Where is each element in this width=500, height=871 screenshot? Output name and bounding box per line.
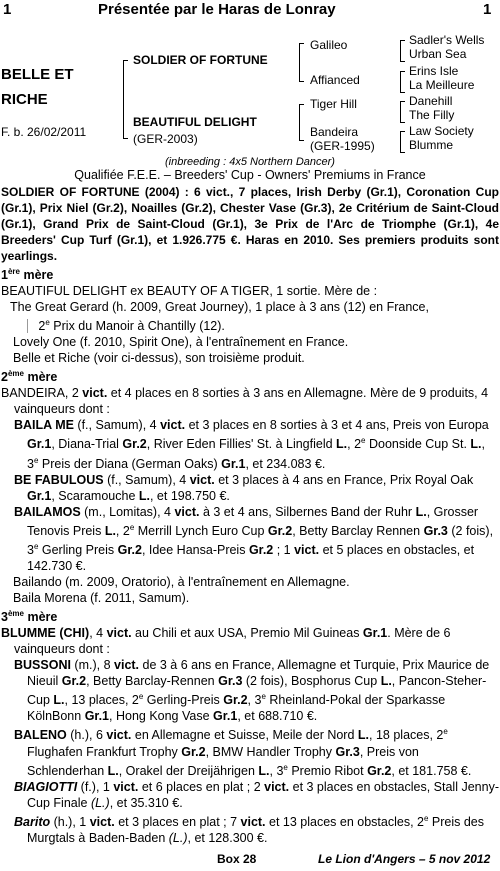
qualification-line: Qualifiée F.E.E. – Breeders' Cup - Owners' Premiums in France	[74, 168, 426, 182]
event-info: Le Lion d'Angers – 5 nov 2012	[318, 852, 491, 866]
first-dam-produce-1b: 2e Prix du Manoir à Chantilly (12).	[1, 315, 499, 334]
dam-name: BEAUTIFUL DELIGHT	[133, 115, 257, 129]
box-number: Box 28	[217, 852, 257, 866]
first-dam-intro: BEAUTIFUL DELIGHT ex BEAUTY OF A TIGER, 1 sortie. Mère de :	[1, 284, 378, 299]
ggp-4: La Meilleure	[409, 78, 475, 92]
pedigree-bracket-2a	[299, 43, 304, 82]
produce-baila-me: BAILA ME (f., Samum), 4 vict. et 3 places en 8 sorties à 3 et 4 ans, Preis von Europa Gr.1, Diana-Trial Gr.2, River Eden Fillies' St. à Lingfield L., 2e Doonside Cup St. L., 3e Preis der Diana (German Oaks) Gr.1, et 234.083 €.	[14, 418, 489, 471]
ggp-6: The Filly	[409, 108, 455, 122]
ggp-7: Law Society	[409, 124, 474, 138]
produce-bussoni: BUSSONI (m.), 8 vict. de 3 à 6 ans en France, Allemagne et Turquie, Prix Maurice de Nieuil Gr.2, Betty Barclay-Rennen Gr.3 (2 fois), Bosphorus Cup L., Pancon-Steher-Cup L., 13 places, 2e Gerling-Preis Gr.2, 3e Rheinland-Pokal der Sparkasse KölnBonn Gr.1, Hong Kong Vase Gr.1, et 688.710 €.	[14, 658, 490, 724]
lot-number-right: 1	[483, 1, 492, 18]
third-dam-intro: BLUMME (CHI), 4 vict. au Chili et aux USA, Premio Mil Guineas Gr.1. Mère de 6 vainqueurs dont :	[1, 626, 451, 657]
third-dam-heading: 3ème mère	[1, 609, 58, 625]
sire-record: SOLDIER OF FORTUNE (2004) : 6 vict., 7 places, Irish Derby (Gr.1), Coronation Cup (Gr.1), Prix Niel (Gr.2), Noailles (Gr.2), Chester Vase (Gr.3), 2e Critérium de Saint-Cloud (Gr.1), Grand Prix de Saint-Cloud (Gr.1), 3e Prix de l'Arc de Triomphe (Gr.1), 4e Breeders' Cup Turf (Gr.1), et 1.926.775 €. Haras en 2010. Ses premiers produits sont yearlings.	[1, 185, 499, 263]
first-dam-heading: 1ère mère	[1, 267, 54, 283]
pedigree-bracket-1	[123, 60, 128, 139]
produce-biagiotti: BIAGIOTTI (f.), 1 vict. et 6 places en plat ; 2 vict. et 3 places en obstacles, Stall Jenny-Cup Finale (L.), et 35.310 €.	[14, 779, 499, 810]
pedigree-bracket-3a	[400, 40, 405, 62]
ggp-2: Urban Sea	[409, 47, 467, 61]
first-dam-produce-1: The Great Gerard (h. 2009, Great Journey), 1 place à 3 ans (12) en France,	[10, 300, 429, 315]
granddam-2: Bandeira	[310, 125, 359, 139]
dam-country: (GER-2003)	[133, 132, 198, 146]
pedigree-bracket-3b	[400, 71, 405, 93]
catalogue-body	[1, 184, 499, 846]
lot-number: 1	[3, 1, 12, 18]
produce-baila-morena: Baila Morena (f. 2011, Samum).	[13, 591, 190, 606]
second-dam-heading: 2ème mère	[1, 369, 58, 385]
horse-name-line2: RICHE	[1, 91, 48, 108]
second-dam-intro: BANDEIRA, 2 vict. et 4 places en 8 sorties à 3 ans en Allemagne. Mère de 9 produits, 4 vainqueurs dont :	[1, 386, 489, 417]
grandsire-1: Galileo	[310, 38, 348, 52]
inbreeding-note: (inbreeding : 4x5 Northern Dancer)	[165, 156, 335, 168]
produce-bailando: Bailando (m. 2009, Oratorio), à l'entraînement en Allemagne.	[13, 575, 350, 590]
page-title: Présentée par le Haras de Lonray	[98, 1, 336, 18]
sire-name: SOLDIER OF FORTUNE	[133, 53, 268, 67]
ggp-8: Blumme	[409, 138, 454, 152]
horse-name-line1: BELLE ET	[1, 66, 74, 83]
produce-baleno: BALENO (h.), 6 vict. en Allemagne et Suisse, Meile der Nord L., 18 places, 2e Flughafen Frankfurt Trophy Gr.2, BMW Handler Trophy Gr.3, Preis von Schlenderhan L., Orakel der Dreijährigen L., 3e Premio Ribot Gr.2, et 181.758 €.	[14, 727, 472, 778]
ggp-1: Sadler's Wells	[409, 33, 485, 47]
produce-be-fabulous: BE FABULOUS (f., Samum), 4 vict. et 3 places à 4 ans en France, Prix Royal Oak Gr.1, Scaramouche L., et 198.750 €.	[14, 472, 474, 503]
granddam-2-country: (GER-1995)	[310, 139, 375, 153]
ggp-5: Danehill	[409, 94, 453, 108]
first-dam-produce-2: Lovely One (f. 2010, Spirit One), à l'entraînement en France.	[13, 335, 349, 350]
pedigree-bracket-2b	[299, 104, 304, 141]
pedigree-bracket-3d	[400, 131, 405, 153]
first-dam-produce-3: Belle et Riche (voir ci-dessus), son troisième produit.	[13, 351, 305, 366]
grandsire-2: Tiger Hill	[310, 97, 357, 111]
granddam-1: Affianced	[310, 73, 360, 87]
produce-bailamos: BAILAMOS (m., Lomitas), 4 vict. à 3 et 4 ans, Silbernes Band der Ruhr L., Grosser Tenovis Preis L., 2e Merrill Lynch Euro Cup Gr.2, Betty Barclay Rennen Gr.3 (2 fois), 3e Gerling Preis Gr.2, Idee Hansa-Preis Gr.2 ; 1 vict. et 5 places en obstacles, et 142.730 €.	[14, 504, 494, 574]
ggp-3: Erins Isle	[409, 64, 459, 78]
produce-barito: Barito (h.), 1 vict. et 3 places en plat ; 7 vict. et 13 places en obstacles, 2e Preis des Murgtals à Baden-Baden (L.), et 128.300 €.	[14, 813, 485, 845]
birth-info: F. b. 26/02/2011	[1, 125, 87, 139]
pedigree-bracket-3c	[400, 101, 405, 123]
